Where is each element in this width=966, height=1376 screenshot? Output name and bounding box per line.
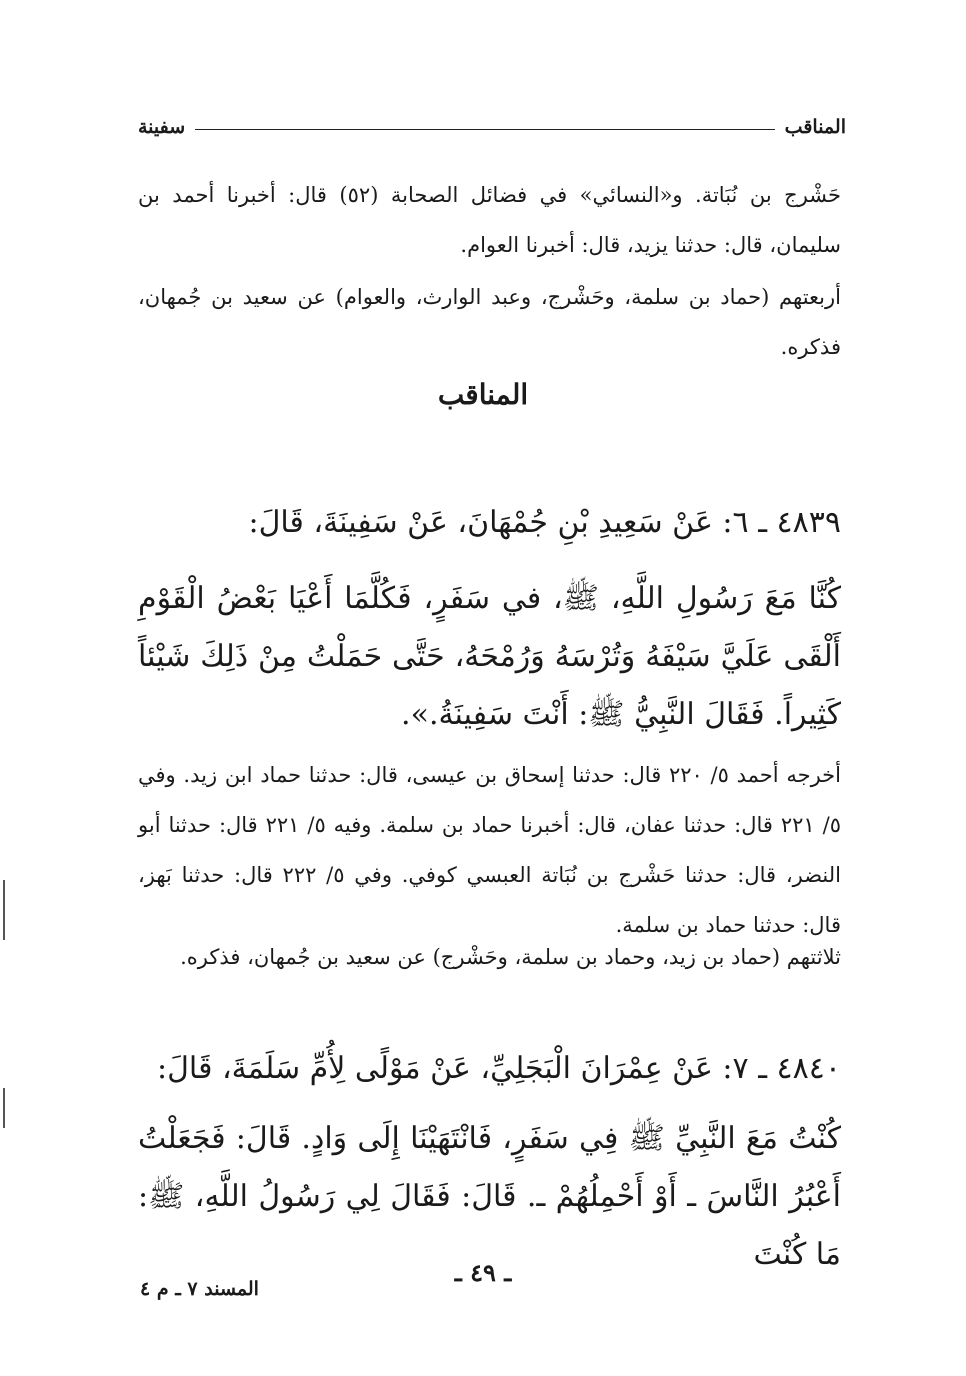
hadith-4839-body bbox=[138, 570, 841, 744]
hadith-4840-text: كُنْتُ مَعَ النَّبِيِّ ﷺ فِي سَفَرٍ، فَانْتَهَيْنَا إِلَى وَادٍ. قَالَ: فَجَعَلْتُ أَعْبُرُ النَّاسَ ـ أَوْ أَحْمِلُهُمْ ـ. قَالَ: فَقَالَ لِي رَسُولُ اللَّهِ، ﷺ: مَا كُنْتَ bbox=[138, 1121, 841, 1272]
top-note-2-text: أربعتهم (حماد بن سلمة، وحَشْرج، وعبد الوارث، والعوام) عن سعيد بن جُمهان، فذكره. bbox=[138, 285, 841, 359]
top-note-1-text: حَشْرج بن نُبَاتة. و«النسائي» في فضائل الصحابة (٥٢) قال: أخبرنا أحمد بن سليمان، قال: حدثنا يزيد، قال: أخبرنا العوام. bbox=[138, 183, 842, 257]
hadith-4840-head-text: ٤٨٤٠ ـ ٧: عَنْ عِمْرَانَ الْبَجَلِيِّ، عَنْ مَوْلًى لِأُمِّ سَلَمَةَ، قَالَ: bbox=[157, 1051, 841, 1086]
volume-signature: المسند ٧ ـ م ٤ bbox=[140, 1278, 259, 1300]
hadith-4839-text: كُنَّا مَعَ رَسُولِ اللَّهِ، ﷺ، في سَفَرٍ، فَكُلَّمَا أَعْيَا بَعْضُ الْقَوْمِ أَلْقَى عَلَيَّ سَيْفَهُ وَتُرْسَهُ وَرُمْحَهُ، حَتَّى حَمَلْتُ مِنْ ذَلِكَ شَيْئاً كَثِيراً. فَقَالَ النَّبِيُّ ﷺ: أَنْتَ سَفِينَةُ.». bbox=[138, 581, 841, 732]
hadith-4839-takhrij bbox=[138, 750, 841, 950]
hadith-4839-chain-summary bbox=[138, 932, 841, 982]
scan-artifact-mark bbox=[3, 880, 5, 940]
header-subject-name: سفينة bbox=[138, 116, 186, 138]
top-note-2 bbox=[138, 272, 841, 372]
hadith-4839-heading bbox=[138, 498, 841, 548]
scan-artifact-mark bbox=[3, 1088, 5, 1128]
hadith-4839-note-2: ثلاثتهم (حماد بن زيد، وحماد بن سلمة، وحَشْرج) عن سعيد بن جُمهان، فذكره. bbox=[180, 945, 841, 969]
section-title: المناقب bbox=[437, 378, 529, 411]
hadith-4839-note-1: أخرجه أحمد ٥/ ٢٢٠ قال: حدثنا إسحاق بن عيسى، قال: حدثنا حماد ابن زيد. وفي ٥/ ٢٢١ قال: حدثنا عفان، قال: أخبرنا حماد بن سلمة. وفيه ٥/ ٢٢١ قال: حدثنا أبو النضر، قال: حدثنا حَشْرج بن نُبَاتة العبسي كوفي. وفي ٥/ ٢٢٢ قال: حدثنا بَهز، قال: حدثنا حماد بن سلمة. bbox=[138, 763, 841, 937]
running-header bbox=[138, 112, 846, 142]
hadith-4839-head-text: ٤٨٣٩ ـ ٦: عَنْ سَعِيدِ بْنِ جُمْهَانَ، عَنْ سَفِينَةَ، قَالَ: bbox=[248, 505, 841, 540]
top-note-1 bbox=[138, 170, 841, 270]
hadith-4840-heading bbox=[138, 1044, 841, 1094]
page-number: ـ ٤٩ ـ bbox=[454, 1258, 512, 1287]
header-rule bbox=[195, 129, 774, 130]
header-section-name: المناقب bbox=[784, 116, 846, 138]
